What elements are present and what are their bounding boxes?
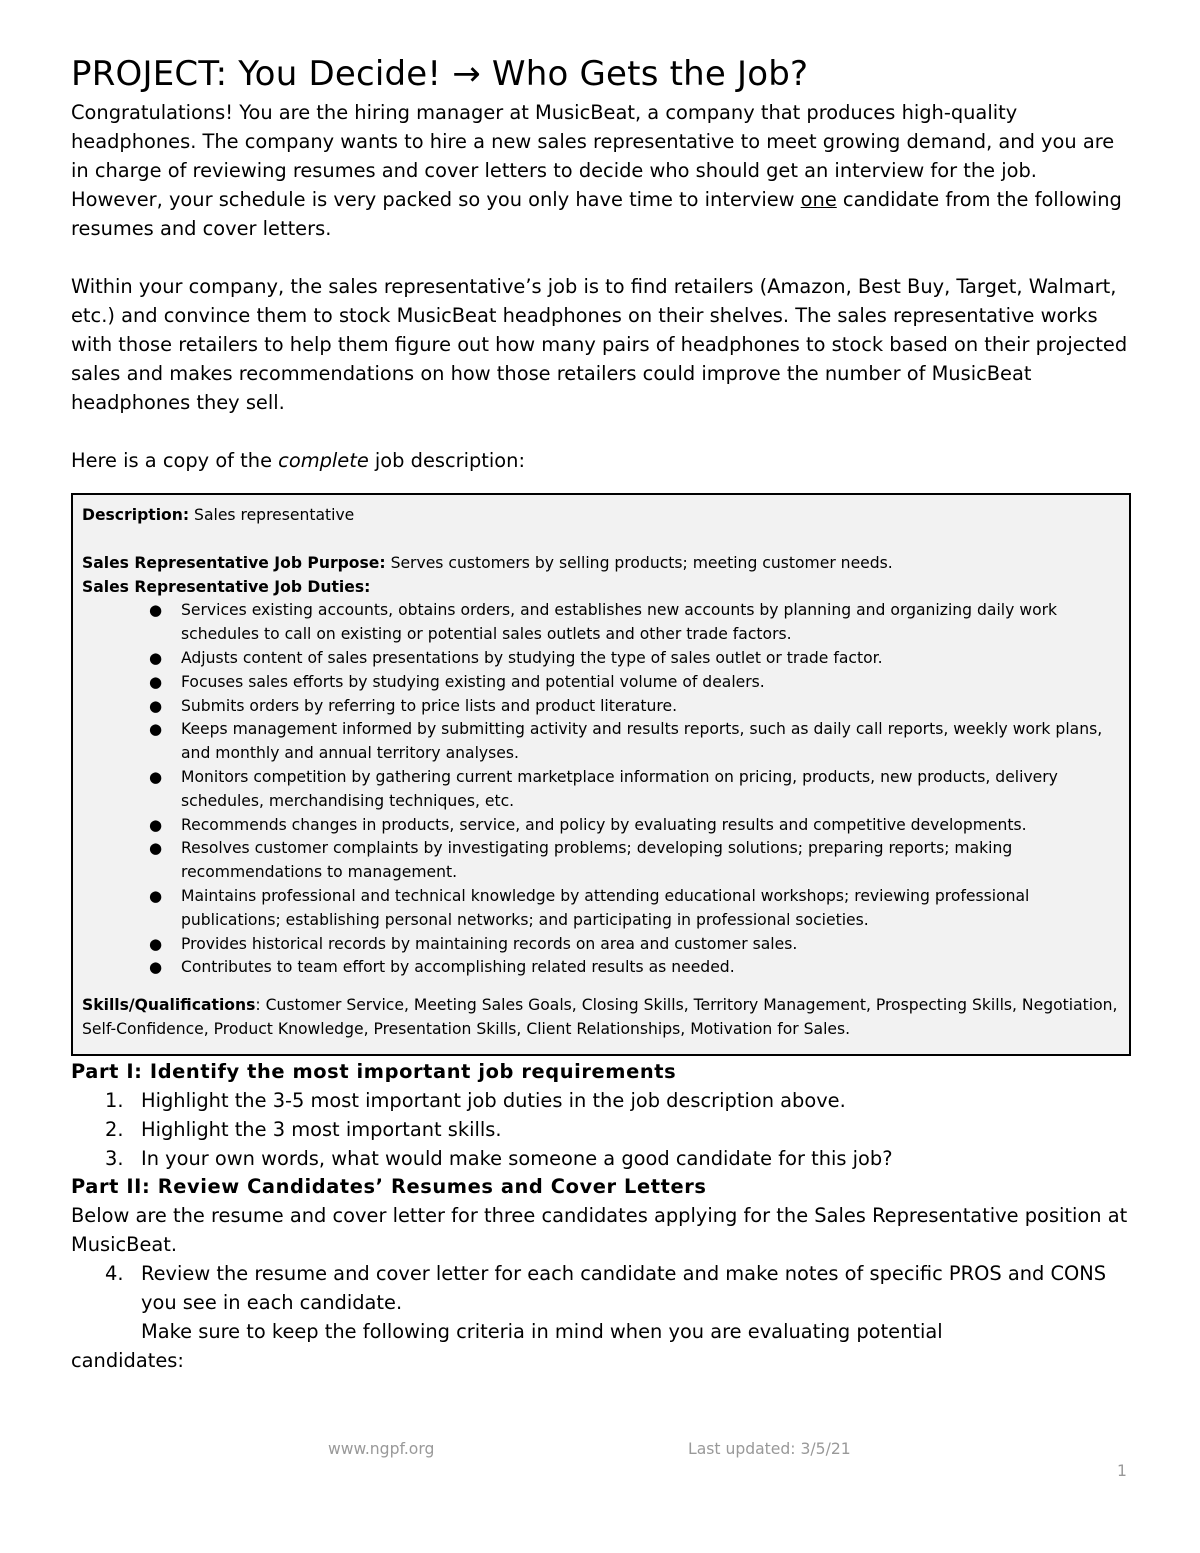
list-item: [146, 647, 1119, 671]
intro-paragraph-3: [71, 446, 1131, 475]
intro-paragraph-1: [71, 98, 1131, 243]
job-duties-list: [82, 599, 1119, 980]
duty-text: Resolves customer complaints by investigating problems; developing solutions; preparing reports; making recommendations to management.: [181, 839, 1013, 882]
purpose-label: Sales Representative Job Purpose:: [82, 553, 386, 572]
step-number: 2.: [105, 1117, 124, 1141]
list-item: [71, 1115, 1131, 1144]
job-description-box: [71, 493, 1131, 1056]
purpose-value: Serves customers by selling products; meeting customer needs.: [385, 553, 893, 572]
part-2-heading: Part II: Review Candidates’ Resumes and Cover Letters: [71, 1174, 707, 1198]
part-2-list: [71, 1259, 1131, 1317]
bullet-icon: ●: [149, 958, 163, 977]
footer-url: www.ngpf.org: [328, 1440, 435, 1458]
step-number: 4.: [105, 1261, 124, 1285]
duties-label: Sales Representative Job Duties:: [82, 577, 371, 596]
duty-text: Provides historical records by maintaining records on area and customer sales.: [181, 934, 798, 953]
list-item: [146, 814, 1119, 838]
intro-paragraph-2: Within your company, the sales representative’s job is to find retailers (Amazon, Best Buy, Target, Walmart, etc.) and convince them to stock MusicBeat headphones on their shelves. The sales representative works with those retailers to help them figure out how many pairs of headphones to stock based on their projected sales and makes recommendations on how those retailers could improve the number of MusicBeat headphones they sell.: [71, 275, 1128, 414]
duty-text: Submits orders by referring to price lists and product literature.: [181, 696, 678, 715]
bullet-icon: ●: [149, 601, 163, 620]
duty-text: Keeps management informed by submitting activity and results reports, such as daily call reports, weekly work plans, and monthly and annual territory analyses.: [181, 720, 1103, 763]
list-item: [146, 599, 1119, 647]
intro-p1-end: candidate from the following resumes and cover letters.: [71, 188, 1122, 240]
bullet-icon: ●: [149, 815, 163, 834]
intro-p3-end: job description:: [368, 449, 525, 472]
list-item: [71, 1086, 1131, 1115]
list-item: [146, 956, 1119, 980]
step-number: 1.: [105, 1088, 124, 1112]
part-1-heading: Part I: Identify the most important job requirements: [71, 1059, 677, 1083]
document-content: [71, 52, 1131, 1375]
duty-text: Services existing accounts, obtains orders, and establishes new accounts by planning and organizing daily work schedules to call on existing or potential sales outlets and other trade factors.: [181, 601, 1058, 644]
description-value: Sales representative: [189, 506, 355, 524]
duty-text: Maintains professional and technical knowledge by attending educational workshops; reviewing professional publications; establishing personal networks; and participating in professional societies.: [181, 886, 1030, 929]
duty-text: Adjusts content of sales presentations by studying the type of sales outlet or trade factor.: [181, 648, 883, 667]
list-item: [146, 766, 1119, 814]
job-purpose-line: [82, 552, 1119, 576]
bullet-icon: ●: [149, 767, 163, 786]
intro-p3-italic: complete: [278, 449, 369, 472]
description-label: Description:: [82, 506, 190, 524]
duty-text: Monitors competition by gathering current marketplace information on pricing, products, new products, delivery schedules, merchandising techniques, etc.: [181, 767, 1058, 810]
job-duties-heading: [82, 576, 1119, 600]
bullet-icon: ●: [149, 672, 163, 691]
list-item: [146, 837, 1119, 885]
list-item: [146, 885, 1119, 933]
part-1-list: [71, 1086, 1131, 1173]
duty-text: Focuses sales efforts by studying existing and potential volume of dealers.: [181, 672, 765, 691]
skills-label: Skills/Qualifications: [82, 996, 256, 1015]
list-item: [146, 695, 1119, 719]
list-item: [71, 1144, 1131, 1173]
list-item: [146, 933, 1119, 957]
bullet-icon: ●: [149, 696, 163, 715]
page-number: 1: [1117, 1462, 1127, 1480]
intro-p1-text: Congratulations! You are the hiring manager at MusicBeat, a company that produces high-quality headphones. The company wants to hire a new sales representative to meet growing demand, and you are in charge of reviewing resumes and cover letters to decide who should get an interview for the job. However, your schedule is very packed so you only have time to interview: [71, 101, 1115, 211]
criteria-line-end: candidates:: [71, 1348, 184, 1372]
bullet-icon: ●: [149, 934, 163, 953]
step-text: Highlight the 3 most important skills.: [141, 1117, 502, 1141]
part-2-intro: Below are the resume and cover letter for three candidates applying for the Sales Representative position at MusicBeat.: [71, 1203, 1128, 1256]
step-text: Highlight the 3-5 most important job duties in the job description above.: [141, 1088, 846, 1112]
criteria-line: Make sure to keep the following criteria in mind when you are evaluating potential: [141, 1319, 943, 1343]
page-title: PROJECT: You Decide! → Who Gets the Job?: [71, 54, 809, 94]
list-item: [146, 671, 1119, 695]
intro-p3-start: Here is a copy of the: [71, 449, 279, 472]
step-number: 3.: [105, 1146, 124, 1170]
bullet-icon: ●: [149, 839, 163, 858]
skills-line: [82, 994, 1119, 1042]
step-text: In your own words, what would make someone a good candidate for this job?: [141, 1146, 893, 1170]
duty-text: Recommends changes in products, service, and policy by evaluating results and competitive developments.: [181, 815, 1027, 834]
bullet-icon: ●: [149, 720, 163, 739]
duty-text: Contributes to team effort by accomplishing related results as needed.: [181, 958, 735, 977]
footer-updated: Last updated: 3/5/21: [688, 1440, 851, 1458]
list-item: [146, 718, 1119, 766]
bullet-icon: ●: [149, 886, 163, 905]
job-description-line: [82, 504, 1119, 528]
list-item: [71, 1259, 1131, 1317]
bullet-icon: ●: [149, 648, 163, 667]
intro-p1-underlined: one: [800, 188, 837, 211]
skills-value: : Customer Service, Meeting Sales Goals, Closing Skills, Territory Management, Prospecting Skills, Negotiation, Self-Confidence, Product Knowledge, Presentation Skills, Client Relationships, Motivation for Sales.: [82, 996, 1118, 1038]
step-text: Review the resume and cover letter for each candidate and make notes of specific PROS and CONS you see in each candidate.: [141, 1261, 1107, 1314]
